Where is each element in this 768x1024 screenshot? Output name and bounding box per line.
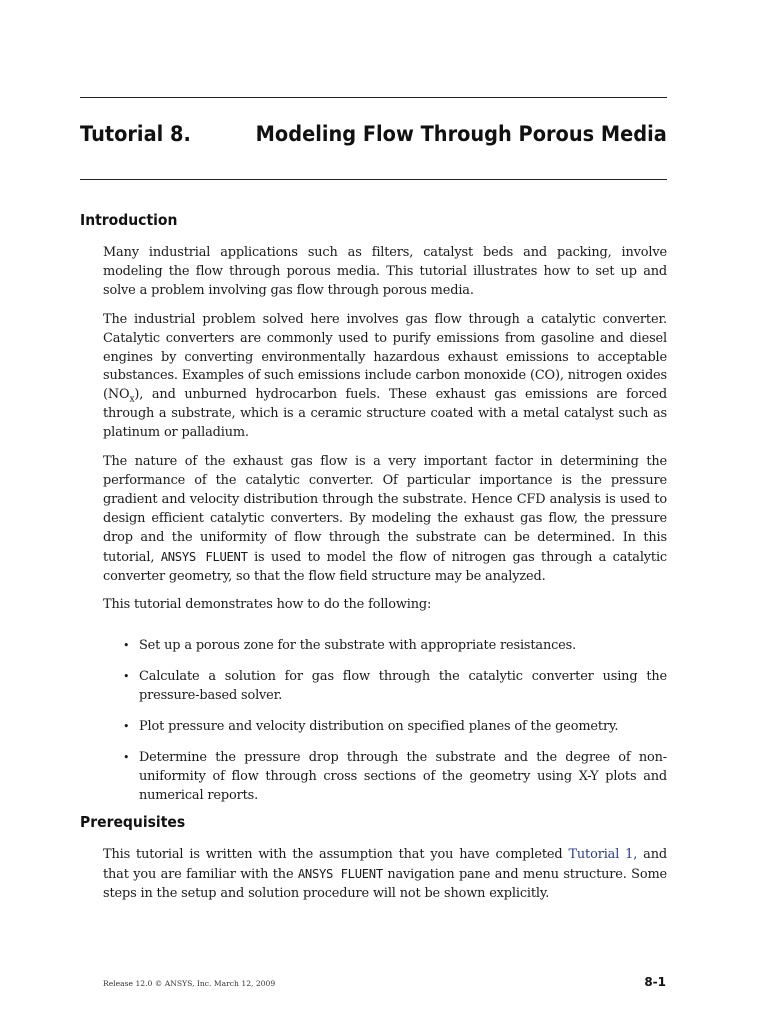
chapter-title: Modeling Flow Through Porous Media [255,122,667,147]
intro-paragraph-1: Many industrial applications such as filters, catalyst beds and packing, involve modeling the flow through porous media. This tutorial illustrates how to set up and solve a problem involving gas flow through porous media. [103,245,667,298]
product-name: ANSYS FLUENT [297,866,383,881]
prereq-text-a: This tutorial is written with the assumption that you have completed [103,847,569,862]
introduction-heading: Introduction [80,211,178,229]
bullet-icon: • [123,670,130,684]
header-bottom-rule [80,179,667,180]
intro-paragraph-3-text-a: The nature of the exhaust gas flow is a very important factor in determining the performance of the catalytic converter. Of particular importance is the pressure gradient and velocity distribution through the substrate. Hence CFD analysis is used to design efficient catalytic converters. By modeling the exhaust gas flow, the pressure drop and the uniformity of flow through the substrate can be determined. In this tutorial, [103,454,667,565]
chapter-label: Tutorial 8. [80,122,191,147]
product-name: ANSYS FLUENT [160,549,248,564]
list-item-text: Calculate a solution for gas flow through the catalytic converter using the pressure-based solver. [139,669,667,704]
list-item [103,749,667,806]
intro-paragraph-2 [103,311,667,443]
header-top-rule [80,97,667,98]
list-item [103,668,667,706]
intro-paragraph-3-text-b: is used to model the flow of nitrogen gas through a catalytic converter geometry, so that the flow field structure may be analyzed. [103,549,668,584]
intro-paragraph-3 [103,453,667,586]
prereq-text-b: and that you are familiar with the [103,847,667,882]
list-item [103,718,667,737]
intro-paragraph-2-text-a: The industrial problem solved here involves gas flow through a catalytic converter. Catalytic converters are commonly used to purify emissions from gasoline and diesel engines by converting environmentally hazardous exhaust emissions to acceptable substances. Examples of such emissions include carbon monoxide (CO), nitrogen oxides (NO [103,311,667,403]
prerequisites-body [103,846,667,914]
release-footer: Release 12.0 © ANSYS, Inc. March 12, 2009 [103,979,276,988]
intro-paragraph-4: This tutorial demonstrates how to do the following: [103,597,432,613]
intro-paragraph-2-text-b: ), and unburned hydrocarbon fuels. These exhaust gas emissions are forced through a substrate, which is a ceramic structure coated with a metal catalyst such as platinum or palladium. [103,387,667,441]
tutorial-1-link[interactable]: Tutorial 1, [568,847,638,862]
prerequisites-paragraph [103,846,667,904]
objectives-list [103,637,667,805]
bullet-icon: • [123,750,130,764]
bullet-icon: • [123,639,130,653]
list-item-text: Plot pressure and velocity distribution on specified planes of the geometry. [139,719,619,735]
prereq-text-c: navigation pane and menu structure. Some steps in the setup and solution procedure will not be shown explicitly. [103,866,667,901]
list-item [103,637,667,656]
list-item-text: Set up a porous zone for the substrate with appropriate resistances. [139,638,577,654]
page-number: 8-1 [644,975,666,989]
list-item-text: Determine the pressure drop through the substrate and the degree of non-uniformity of flow through cross sections of the geometry using X-Y plots and numerical reports. [139,749,667,803]
bullet-icon: • [123,720,130,734]
introduction-body [103,244,667,818]
prerequisites-heading: Prerequisites [80,813,186,831]
nox-subscript: x [129,394,135,405]
